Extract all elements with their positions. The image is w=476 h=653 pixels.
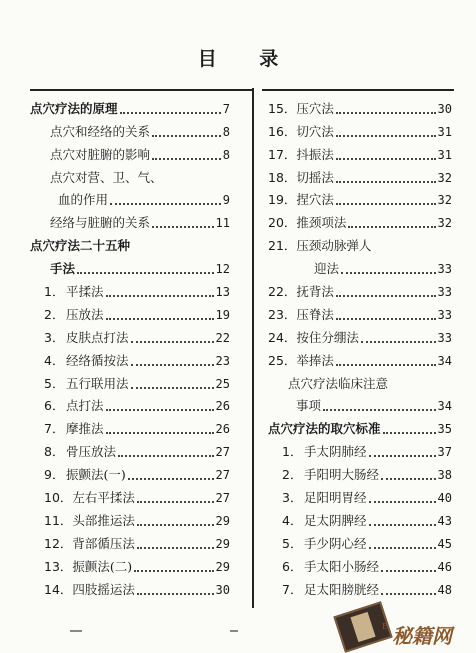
toc-entry-text: 足太阴脾经: [304, 512, 367, 528]
toc-entry: [30, 369, 230, 392]
toc-entry: [268, 369, 452, 392]
toc-entry-number: 2．: [282, 467, 303, 483]
toc-page-number: 26: [215, 399, 230, 414]
toc-entry-text: 振颤法(一): [66, 467, 126, 483]
toc-entry-title: [50, 215, 150, 231]
dot-leader: [336, 111, 436, 114]
toc-entry-text: 五行联用法: [66, 375, 129, 391]
toc-page-number: 34: [437, 399, 452, 414]
toc-entry-text: 事项: [296, 398, 322, 414]
toc-page-number: 29: [215, 513, 230, 528]
dot-leader: [131, 386, 214, 389]
toc-entry-title: [44, 444, 116, 460]
dot-leader: [348, 225, 435, 228]
toc-entry: [268, 346, 452, 369]
toc-entry: [268, 392, 452, 415]
toc-entry-text: 手少阴心经: [304, 535, 367, 551]
toc-entry-title: [288, 376, 388, 392]
toc-entry-title: [50, 147, 150, 163]
toc-entry-number: 17．: [268, 146, 297, 162]
toc-entry: [30, 186, 230, 209]
toc-entry: [30, 254, 230, 277]
dot-leader: [137, 546, 214, 549]
toc-entry-title: [44, 284, 104, 300]
dot-leader: [152, 225, 214, 228]
toc-entry: [30, 163, 230, 186]
toc-entry: [30, 414, 230, 437]
toc-entry: [268, 460, 452, 483]
dot-leader: [336, 157, 436, 160]
dot-leader: [336, 317, 436, 320]
toc-entry-number: 7．: [282, 581, 303, 597]
toc-page-number: 34: [437, 353, 452, 368]
toc-page-number: 33: [437, 262, 452, 277]
toc-entry: [268, 300, 452, 323]
dot-leader: [336, 363, 436, 366]
watermark-logo: 秘籍网: [392, 624, 452, 648]
toc-page-number: 25: [215, 376, 230, 391]
toc-page-number: 27: [215, 468, 230, 483]
toc-entry-number: 12．: [44, 535, 73, 551]
toc-entry: [30, 94, 230, 117]
toc-entry-title: [268, 284, 334, 300]
dot-leader: [137, 500, 214, 503]
toc-page-number: 22: [215, 330, 230, 345]
toc-page-number: 30: [437, 101, 452, 116]
toc-entry: [268, 186, 452, 209]
toc-entry-title: [44, 513, 135, 529]
toc-entry-title: [268, 238, 371, 254]
dot-leader: [383, 431, 436, 434]
toc-entry-text: 摩推法: [66, 421, 104, 437]
toc-entry: [30, 529, 230, 552]
dot-leader: [323, 408, 436, 411]
toc-entry-text: 手法: [50, 261, 76, 277]
scan-mark: [230, 630, 238, 632]
toc-entry: [268, 277, 452, 300]
toc-entry-text: 皮肤点打法: [66, 329, 129, 345]
toc-entry: [268, 529, 452, 552]
toc-entry-text: 平揉法: [66, 284, 104, 300]
toc-entry-text: 按住分绷法: [296, 329, 359, 345]
toc-entry-text: 压颈动脉弹人: [296, 238, 372, 254]
toc-page-number: 38: [437, 468, 452, 483]
toc-entry-title: [282, 559, 379, 575]
dot-leader: [106, 294, 214, 297]
top-rule-right: [262, 89, 454, 91]
toc-entry-title: [44, 307, 104, 323]
dot-leader: [381, 477, 436, 480]
dot-leader: [120, 111, 221, 114]
toc-entry-title: [44, 490, 135, 506]
toc-entry: [268, 231, 452, 254]
toc-page-number: 23: [215, 353, 230, 368]
toc-entry-title: [268, 421, 381, 437]
toc-entry-number: 4．: [44, 352, 65, 368]
dot-leader: [131, 340, 214, 343]
toc-entry: [268, 575, 452, 598]
toc-entry-text: 抚背法: [296, 284, 334, 300]
dot-leader: [77, 271, 214, 274]
dot-leader: [152, 134, 221, 137]
toc-entry-title: [268, 353, 334, 369]
toc-page-number: 32: [437, 216, 452, 231]
toc-entry-text: 点打法: [66, 398, 104, 414]
dot-leader: [137, 523, 214, 526]
toc-entry-text: 点穴对脏腑的影响: [50, 146, 151, 162]
toc-page-number: 19: [215, 307, 230, 322]
toc-right-column: [268, 94, 452, 598]
toc-entry-text: 压脊法: [296, 306, 334, 322]
dot-leader: [336, 294, 436, 297]
toc-entry-number: 14．: [44, 581, 73, 597]
dot-leader: [106, 408, 214, 411]
toc-entry: [30, 231, 230, 254]
toc-page-number: 7: [222, 101, 230, 116]
toc-entry-number: 9．: [44, 467, 65, 483]
toc-entry-number: 11．: [44, 512, 73, 528]
toc-entry-title: [50, 124, 150, 140]
dot-leader: [336, 180, 436, 183]
toc-entry: [30, 208, 230, 231]
toc-entry-text: 四肢摇运法: [72, 581, 135, 597]
toc-entry-text: 切穴法: [296, 123, 334, 139]
toc-entry-title: [268, 307, 334, 323]
toc-entry-title: [44, 376, 129, 392]
column-divider: [252, 88, 254, 608]
dot-leader: [134, 569, 213, 572]
toc-entry: [268, 117, 452, 140]
toc-page-number: 32: [437, 193, 452, 208]
toc-entry-title: [44, 467, 126, 483]
toc-entry: [30, 300, 230, 323]
toc-entry-number: 2．: [44, 306, 65, 322]
toc-entry-text: 背部循压法: [72, 535, 135, 551]
dot-leader: [369, 523, 436, 526]
toc-entry-number: 25．: [268, 352, 297, 368]
toc-entry-text: 手太阳小肠经: [304, 558, 380, 574]
toc-page-number: 45: [437, 536, 452, 551]
toc-entry: [268, 323, 452, 346]
toc-entry-title: [268, 147, 334, 163]
dot-leader: [131, 363, 214, 366]
toc-page-number: 35: [437, 422, 452, 437]
dot-leader: [128, 477, 214, 480]
toc-entry-title: [44, 353, 129, 369]
toc-entry: [30, 552, 230, 575]
scan-mark: [70, 630, 82, 632]
toc-page-number: 30: [215, 582, 230, 597]
toc-page-number: 46: [437, 559, 452, 574]
toc-entry-title: [282, 467, 379, 483]
toc-entry-number: 21．: [268, 238, 297, 254]
toc-entry-number: 6．: [282, 558, 303, 574]
toc-entry-text: 举捧法: [296, 352, 334, 368]
toc-entry-title: [282, 536, 367, 552]
toc-entry: [30, 346, 230, 369]
toc-page-number: 33: [437, 307, 452, 322]
toc-entry-number: 19．: [268, 192, 297, 208]
toc-page-number: 32: [437, 170, 452, 185]
toc-page-number: 26: [215, 422, 230, 437]
toc-page-number: 27: [215, 491, 230, 506]
toc-entry-title: [282, 582, 379, 598]
toc-entry-text: 点穴疗法的原理: [30, 100, 118, 116]
toc-entry: [268, 163, 452, 186]
toc-entry-text: 点穴疗法临床注意: [288, 375, 389, 391]
toc-page-number: 31: [437, 147, 452, 162]
toc-entry: [30, 483, 230, 506]
toc-page-number: 27: [215, 445, 230, 460]
toc-entry-title: [50, 170, 163, 186]
page-title: 目 录: [197, 48, 297, 70]
toc-entry-text: 手阳明大肠经: [304, 467, 380, 483]
toc-entry-number: 5．: [44, 375, 65, 391]
top-rule-left: [30, 89, 252, 91]
toc-entry-text: 点穴和经络的关系: [50, 123, 151, 139]
toc-entry-title: [268, 192, 334, 208]
toc-entry-number: 3．: [282, 490, 303, 506]
toc-entry-title: [44, 398, 104, 414]
toc-page-number: 37: [437, 445, 452, 460]
toc-entry-number: 5．: [282, 535, 303, 551]
toc-entry: [30, 575, 230, 598]
toc-entry-text: 经络循按法: [66, 352, 129, 368]
toc-entry-number: 16．: [268, 123, 297, 139]
toc-page-number: 48: [437, 582, 452, 597]
dot-leader: [106, 317, 214, 320]
toc-entry-number: 10．: [44, 490, 73, 506]
toc-entry-text: 手太阴肺经: [304, 444, 367, 460]
toc-page-number: 29: [215, 536, 230, 551]
toc-page-number: 12: [215, 262, 230, 277]
toc-entry-title: [282, 513, 367, 529]
toc-entry-number: 18．: [268, 169, 297, 185]
toc-entry: [30, 140, 230, 163]
toc-entry-title: [282, 490, 367, 506]
toc-entry-title: [58, 192, 108, 208]
toc-entry: [30, 460, 230, 483]
toc-entry-number: 20．: [268, 215, 297, 231]
toc-entry: [268, 414, 452, 437]
toc-entry-text: 抖振法: [296, 146, 334, 162]
toc-entry-title: [44, 421, 104, 437]
toc-entry: [268, 483, 452, 506]
toc-entry-title: [314, 261, 339, 277]
toc-page-number: 29: [215, 559, 230, 574]
toc-page-number: 33: [437, 285, 452, 300]
dot-leader: [336, 202, 436, 205]
dot-leader: [369, 546, 436, 549]
toc-entry: [30, 277, 230, 300]
toc-entry-title: [282, 444, 367, 460]
toc-entry-text: 切摇法: [296, 169, 334, 185]
toc-entry-text: 点穴疗法的取穴标准: [268, 421, 381, 437]
toc-entry-text: 足太阳膀胱经: [304, 581, 380, 597]
watermark-small: E: [382, 622, 388, 631]
toc-entry: [268, 94, 452, 117]
dot-leader: [110, 202, 221, 205]
toc-page-number: 9: [222, 193, 230, 208]
toc-entry-text: 捏穴法: [296, 192, 334, 208]
toc-entry-text: 压放法: [66, 306, 104, 322]
toc-page-number: 11: [215, 216, 230, 231]
toc-entry: [30, 437, 230, 460]
dot-leader: [369, 454, 436, 457]
toc-entry: [30, 392, 230, 415]
toc-entry-number: 8．: [44, 444, 65, 460]
dot-leader: [152, 157, 221, 160]
dot-leader: [106, 431, 214, 434]
toc-entry: [268, 140, 452, 163]
toc-entry-title: [30, 101, 118, 117]
toc-entry: [268, 254, 452, 277]
toc-entry-text: 点穴对营、卫、气、: [50, 169, 163, 185]
toc-entry: [268, 437, 452, 460]
toc-entry: [268, 506, 452, 529]
toc-entry-number: 23．: [268, 306, 297, 322]
toc-entry-title: [268, 170, 334, 186]
dot-leader: [369, 500, 436, 503]
toc-page-number: 43: [437, 513, 452, 528]
toc-entry-text: 足阳明胃经: [304, 490, 367, 506]
toc-entry-title: [268, 124, 334, 140]
dot-leader: [118, 454, 214, 457]
toc-entry-number: 1．: [44, 284, 65, 300]
dot-leader: [381, 592, 436, 595]
toc-entry-text: 血的作用: [58, 192, 109, 208]
toc-entry-title: [268, 330, 359, 346]
toc-entry: [268, 208, 452, 231]
toc-entry-title: [44, 536, 135, 552]
toc-entry-text: 推颈项法: [296, 215, 347, 231]
dot-leader: [137, 592, 214, 595]
toc-entry-number: 3．: [44, 329, 65, 345]
toc-entry-title: [50, 261, 75, 277]
toc-entry: [30, 506, 230, 529]
dot-leader: [361, 340, 436, 343]
toc-page-number: 13: [215, 285, 230, 300]
toc-entry-number: 1．: [282, 444, 303, 460]
toc-entry-text: 左右平揉法: [72, 490, 135, 506]
toc-entry: [268, 552, 452, 575]
toc-page-number: 33: [437, 330, 452, 345]
toc-page-number: 8: [222, 147, 230, 162]
toc-entry-number: 22．: [268, 284, 297, 300]
toc-left-column: [30, 94, 230, 598]
toc-entry-text: 头部推运法: [72, 512, 135, 528]
dot-leader: [336, 134, 436, 137]
toc-entry-number: 6．: [44, 398, 65, 414]
toc-entry-number: 15．: [268, 100, 297, 116]
toc-entry-number: 4．: [282, 512, 303, 528]
toc-entry-title: [296, 398, 321, 414]
toc-entry-number: 13．: [44, 558, 73, 574]
toc-entry-title: [30, 238, 130, 254]
dot-leader: [381, 569, 436, 572]
toc-entry: [30, 323, 230, 346]
toc-page-number: 31: [437, 124, 452, 139]
toc-entry-number: 7．: [44, 421, 65, 437]
toc-entry-title: [44, 559, 132, 575]
toc-page-number: 8: [222, 124, 230, 139]
toc-entry-text: 点穴疗法二十五种: [30, 238, 131, 254]
toc-entry-text: 骨压放法: [66, 444, 117, 460]
toc-entry-title: [268, 101, 334, 117]
dot-leader: [341, 271, 436, 274]
toc-entry-text: 迎法: [314, 261, 340, 277]
toc-entry-title: [44, 330, 129, 346]
toc-page-number: 40: [437, 491, 452, 506]
toc-entry: [30, 117, 230, 140]
toc-entry-text: 经络与脏腑的关系: [50, 215, 151, 231]
toc-entry-title: [44, 582, 135, 598]
toc-entry-text: 振颤法(二): [72, 558, 133, 574]
toc-entry-number: 24．: [268, 329, 297, 345]
toc-entry-text: 压穴法: [296, 100, 334, 116]
toc-entry-title: [268, 215, 346, 231]
